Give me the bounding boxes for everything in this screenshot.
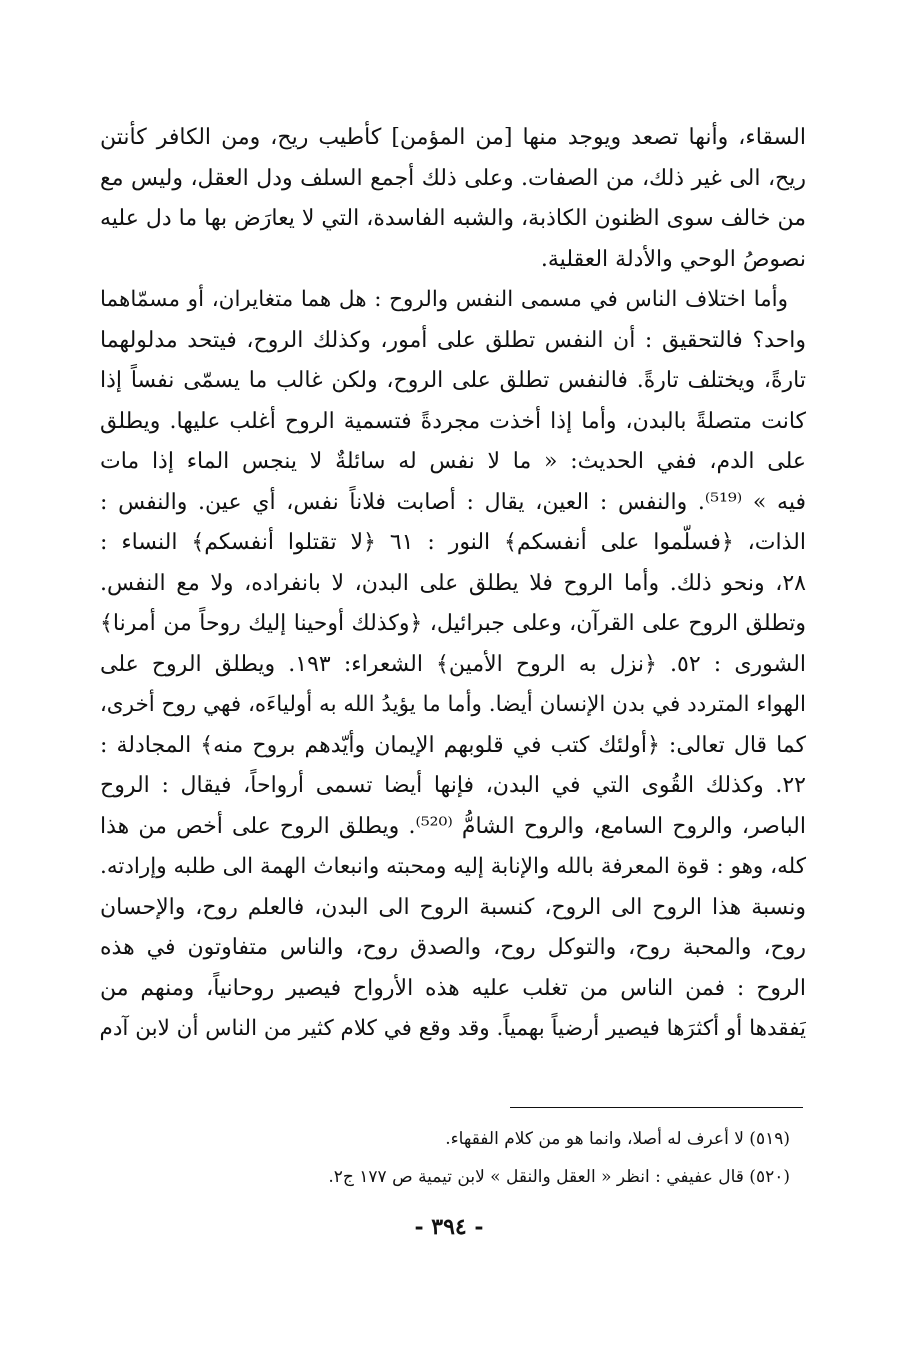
text-line: روح، والمحبة روح، والتوكل روح، والصدق روح، والناس متفاوتون في هذه bbox=[100, 935, 806, 960]
text-line: ونسبة هذا الروح الى الروح، كنسبة الروح الى البدن، فالعلم روح، والإحسان bbox=[100, 894, 806, 920]
text-line: نصوصُ الوحي والأدلة العقلية. bbox=[540, 246, 806, 272]
text-line: الباصر، والروح السامع، والروح الشامُّ ⁽⁵²⁰⁾. ويطلق الروح على أخص من هذا bbox=[100, 813, 806, 839]
text-line: وتطلق الروح على القرآن، وعلى جبرائيل، ﴿وكذلك أوحينا إليك روحاً من أمرنا﴾ bbox=[100, 611, 806, 636]
text-line: من خالف سوى الظنون الكاذبة، والشبه الفاسدة، التي لا يعارَض بها ما دل عليه bbox=[100, 206, 806, 231]
text-line: وأما اختلاف الناس في مسمى النفس والروح : هل هما متغايران، أو مسمّاهما bbox=[100, 287, 788, 312]
text-line: ٢٢. وكذلك القُوى التي في البدن، فإنها أيضا تسمى أرواحاً، فيقال : الروح bbox=[100, 773, 806, 798]
text-line: ريح، الى غير ذلك، من الصفات. وعلى ذلك أجمع السلف ودل العقل، وليس مع bbox=[100, 165, 806, 191]
text-line: كله، وهو : قوة المعرفة بالله والإنابة إليه ومحبته وانبعاث الهمة الى طلبه وإرادته. bbox=[100, 854, 806, 879]
text-line: فيه » ⁽⁵¹⁹⁾. والنفس : العين، يقال : أصابت فلاناً نفس، أي عين. والنفس : bbox=[100, 489, 806, 515]
text-line: الهواء المتردد في بدن الإنسان أيضا. وأما ما يؤيدُ الله به أولياءَه، فهي روح أخرى، bbox=[100, 692, 806, 717]
footnote: (٥٢٠) قال عفيفي : انظر « العقل والنقل » لابن تيمية ص ١٧٧ ج٢. bbox=[328, 1167, 790, 1187]
text-line: الشورى : ٥٢. ﴿نزل به الروح الأمين﴾ الشعراء: ١٩٣. ويطلق الروح على bbox=[100, 651, 806, 677]
text-line: كما قال تعالى: ﴿أولئك كتب في قلوبهم الإيمان وأيّدهم بروح منه﴾ المجادلة : bbox=[100, 732, 806, 758]
text-line: تارةً، ويختلف تارةً. فالنفس تطلق على الروح، ولكن غالب ما يسمّى نفساً إذا bbox=[100, 368, 806, 393]
text-line: السقاء، وأنها تصعد ويوجد منها [من المؤمن] كأطيب ريح، ومن الكافر كأنتن bbox=[100, 125, 806, 150]
body-text bbox=[100, 118, 806, 1050]
text-line: على الدم، ففي الحديث: « ما لا نفس له سائلةٌ لا ينجس الماء إذا مات bbox=[100, 449, 806, 474]
text-line: الروح : فمن الناس من تغلب عليه هذه الأرواح فيصير روحانياً، ومنهم من bbox=[100, 975, 806, 1001]
text-line: الذات، ﴿فسلّموا على أنفسكم﴾ النور : ٦١ ﴿لا تقتلوا أنفسكم﴾ النساء : bbox=[100, 530, 806, 555]
text-line: ٢٨، ونحو ذلك. وأما الروح فلا يطلق على البدن، لا بانفراده، ولا مع النفس. bbox=[100, 570, 806, 596]
footnote: (٥١٩) لا أعرف له أصلا، وانما هو من كلام الفقهاء. bbox=[445, 1129, 790, 1149]
page-number: - ٣٩٤ - bbox=[414, 1214, 484, 1240]
text-line: واحد؟ فالتحقيق : أن النفس تطلق على أمور، وكذلك الروح، فيتحد مدلولهما bbox=[100, 327, 806, 353]
text-line: يَفقدها أو أكثرَها فيصير أرضياً بهمياً. وقد وقع في كلام كثير من الناس أن لابن آدم bbox=[100, 1016, 806, 1041]
footnotes bbox=[150, 1120, 790, 1196]
text-line: كانت متصلةً بالبدن، وأما إذا أخذت مجردةً فتسمية الروح أغلب عليها. ويطلق bbox=[100, 408, 806, 434]
footnote-separator bbox=[510, 1107, 803, 1108]
